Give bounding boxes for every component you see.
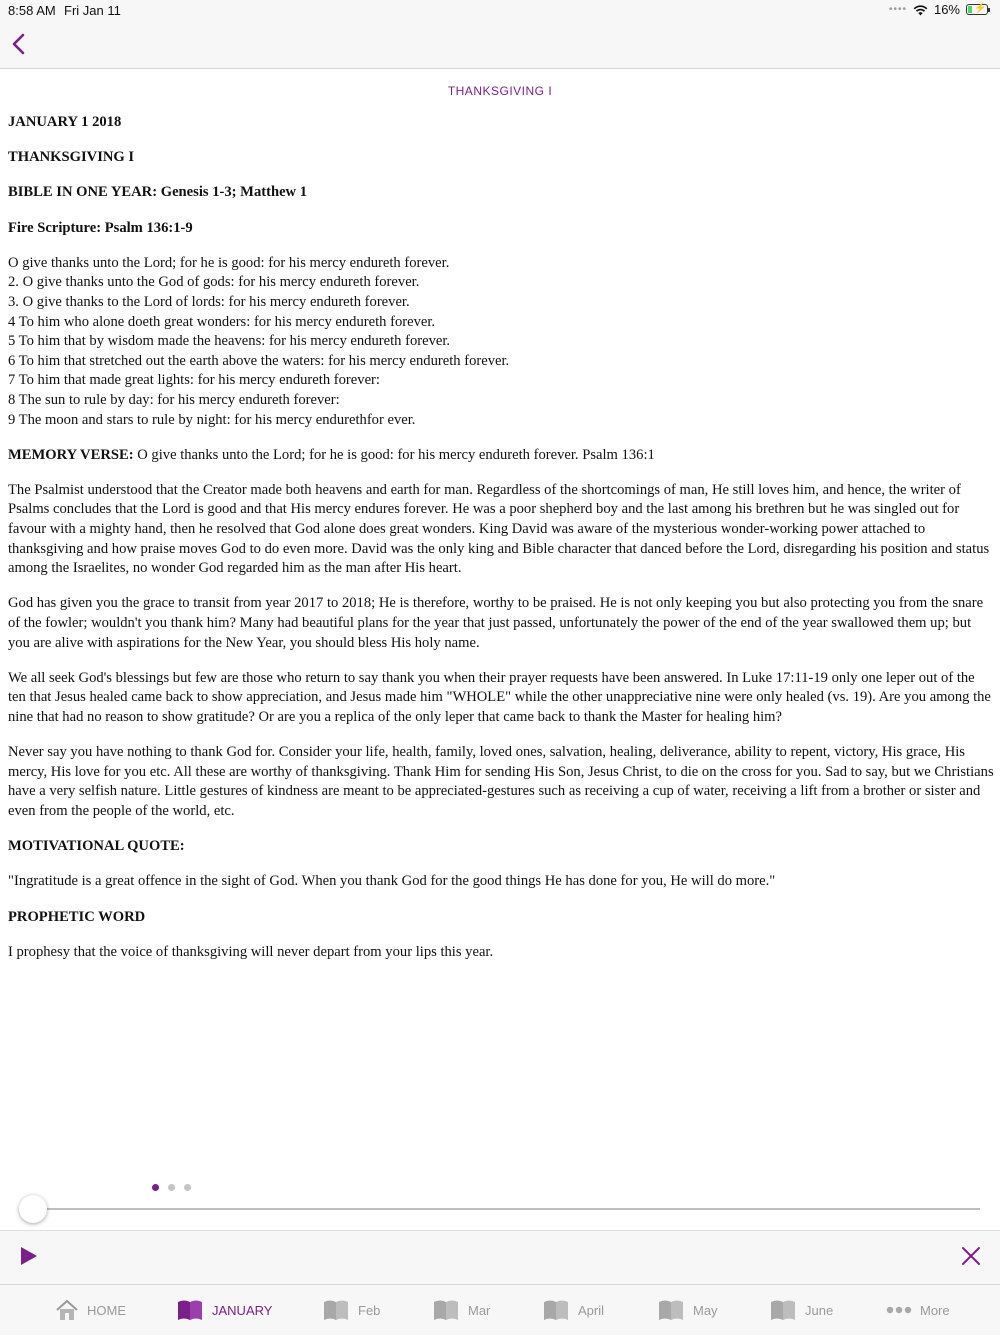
verse-line: 6 To him that stretched out the earth above the waters: for his mercy endureth forever. — [8, 352, 510, 369]
tab-mar[interactable] — [432, 1285, 490, 1335]
tab-more[interactable] — [886, 1285, 950, 1335]
tab-label: Feb — [358, 1302, 381, 1318]
verse-line: 2. O give thanks unto the God of gods: for his mercy endureth forever. — [8, 274, 420, 291]
tab-label: More — [920, 1302, 950, 1318]
tab-june[interactable] — [769, 1285, 833, 1335]
verse-line: 5 To him that by wisdom made the heavens: for his mercy endureth forever. — [8, 333, 451, 350]
book-icon — [432, 1298, 460, 1322]
page-dot[interactable] — [168, 1184, 175, 1191]
tab-label: JANUARY — [212, 1302, 273, 1318]
body-paragraph: God has given you the grace to transit from year 2017 to 2018; He is therefore, worthy to be praised. He is not only keeping you but also protecting you from the snare of the fowler; wouldn't you thank him? Many had beautiful plans for the year that just passed, unfortunately the power of the end of the year swallowed them up; but you are alive with aspirations for the New Year, you should bless His holy name. — [8, 595, 984, 651]
battery-percent: 16% — [933, 2, 960, 17]
page-dot[interactable] — [184, 1184, 191, 1191]
home-icon — [55, 1299, 79, 1321]
tab-label: April — [578, 1302, 605, 1318]
tab-label: May — [693, 1302, 718, 1318]
audio-player-bar — [0, 1230, 1000, 1285]
wifi-icon — [913, 4, 928, 16]
back-button[interactable] — [8, 30, 32, 58]
devotional-date: JANUARY 1 2018 — [8, 114, 122, 130]
tab-january[interactable] — [176, 1285, 272, 1335]
navigation-bar — [0, 22, 1000, 69]
status-time: 8:58 AM — [8, 3, 56, 18]
tab-april[interactable] — [542, 1285, 604, 1335]
memory-verse-text: O give thanks unto the Lord; for he is good: for his mercy endureth forever. Psalm 136:1 — [133, 446, 655, 463]
prophetic-word-label: PROPHETIC WORD — [8, 908, 146, 925]
verse-line: 8 The sun to rule by day: for his mercy endureth forever: — [8, 391, 340, 408]
memory-verse — [8, 446, 996, 466]
book-icon — [322, 1298, 350, 1322]
page-dot-active[interactable] — [152, 1184, 159, 1191]
book-icon — [657, 1298, 685, 1322]
page-indicator[interactable] — [152, 1184, 191, 1191]
verse-line: 3. O give thanks to the Lord of lords: for his mercy endureth forever. — [8, 293, 410, 310]
book-icon — [769, 1298, 797, 1322]
motivational-quote-label: MOTIVATIONAL QUOTE: — [8, 838, 185, 855]
audio-progress-track[interactable] — [32, 1208, 980, 1210]
verse-line: 7 To him that made great lights: for his mercy endureth forever: — [8, 372, 380, 389]
devotional-title: THANKSGIVING I — [8, 149, 135, 166]
verse-line: 4 To him who alone doeth great wonders: for his mercy endureth forever. — [8, 313, 436, 330]
battery-icon: ⚡ — [966, 4, 988, 15]
audio-progress-thumb[interactable] — [19, 1195, 47, 1223]
devotional-content — [8, 113, 996, 978]
verse-line: O give thanks unto the Lord; for he is good: for his mercy endureth forever. — [8, 254, 450, 271]
more-icon — [886, 1305, 912, 1315]
close-icon — [960, 1245, 982, 1267]
chevron-left-icon — [8, 30, 32, 58]
bible-in-one-year: BIBLE IN ONE YEAR: Genesis 1-3; Matthew 1 — [8, 184, 308, 201]
play-icon — [18, 1245, 40, 1267]
tab-label: June — [805, 1302, 834, 1318]
prophetic-word: I prophesy that the voice of thanksgiving will never depart from your lips this year. — [8, 943, 494, 960]
book-icon — [176, 1298, 204, 1322]
play-button[interactable] — [18, 1245, 40, 1267]
tab-feb[interactable] — [322, 1285, 380, 1335]
body-paragraph: The Psalmist understood that the Creator made both heavens and earth for man. Regardless of the shortcomings of man, He still loves him, and hence, the writer of Psalms concludes that the Lord is good and that His mercy endures forever. He was a poor shepherd boy and the last among his brethren but he was singled out for favour with a mighty hand, then he resolved that God alone does great wonders. King David was aware of the mysterious wonder-working power attached to thanksgiving and how praise moves God to do even more. David was the only king and Bible character that danced before the Lord, disregarding his position and status among the Israelites, no wonder God regarded him as the man after His heart. — [8, 481, 990, 577]
page-title: THANKSGIVING I — [447, 84, 553, 98]
close-player-button[interactable] — [960, 1245, 982, 1267]
tab-label: Mar — [468, 1302, 491, 1318]
scripture-verses — [8, 254, 996, 430]
status-bar — [0, 0, 1000, 22]
memory-verse-label: MEMORY VERSE: — [8, 446, 134, 463]
body-paragraph: We all seek God's blessings but few are those who return to say thank you when their prayer requests have been answered. In Luke 17:11-19 only one leper out of the ten that Jesus healed came back to show appreciation, and Jesus made him "WHOLE" while the other unappreciative nine were only healed (vs. 19). Are you among the nine that had no reason to show gratitude? Or are you a replica of the only leper that came back to thank the Master for healing him? — [8, 669, 991, 725]
motivational-quote: "Ingratitude is a great offence in the sight of God. When you thank God for the good things He has done for you, He will do more." — [8, 873, 776, 890]
book-icon — [542, 1298, 570, 1322]
status-right — [889, 2, 988, 17]
verse-line: 9 The moon and stars to rule by night: for his mercy endurethfor ever. — [8, 411, 416, 428]
tab-bar — [0, 1284, 1000, 1335]
fire-scripture: Fire Scripture: Psalm 136:1-9 — [8, 219, 193, 236]
tab-may[interactable] — [657, 1285, 718, 1335]
status-date: Fri Jan 11 — [64, 3, 121, 18]
body-paragraph: Never say you have nothing to thank God for. Consider your life, health, family, loved ones, salvation, healing, deliverance, ability to repent, victory, His grace, His mercy, His love for you etc. All these are worthy of thanksgiving. Thank Him for sending His Son, Jesus Christ, to die on the cross for you. Sad to say, but we Christians have a very selfish nature. Little gestures of kindness are meant to be appreciated-gestures such as receiving a cup of water, receiving a lift from a brother or sister and even from the people of the world, etc. — [8, 744, 994, 819]
tab-label: HOME — [87, 1302, 126, 1318]
tab-home[interactable] — [55, 1285, 126, 1335]
signal-dots-icon: •••• — [888, 4, 907, 15]
